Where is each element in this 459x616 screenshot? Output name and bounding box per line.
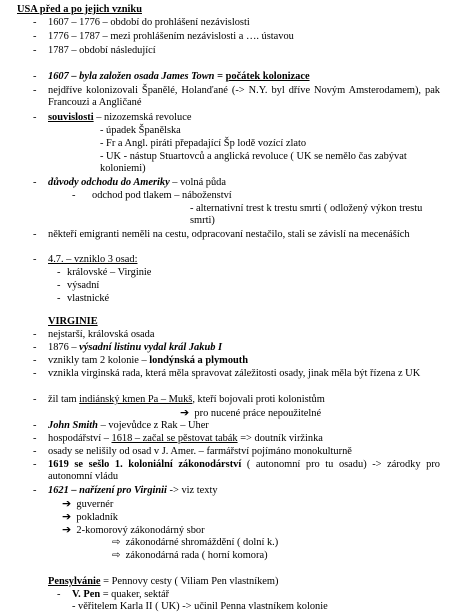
heading-virginie: VIRGINIE [48, 316, 98, 327]
assembly-text: 1619 se sešlo 1. koloniální zákonodárství [48, 459, 242, 470]
list-item [48, 177, 226, 189]
list-dash: - [33, 459, 37, 470]
list-item: nejstarší, královská osada [48, 329, 155, 340]
list-item [48, 420, 209, 432]
ordinance-text: 1621 – nařízení pro Virginii [48, 485, 167, 496]
john-smith: John Smith [48, 420, 98, 431]
list-item [112, 537, 278, 549]
list-dash: - [33, 329, 37, 340]
list-item [112, 550, 268, 562]
heading-usa: USA před a po jejich vzniku [17, 4, 142, 15]
sub-item: odchod pod tlakem – náboženství [92, 190, 232, 201]
sub-item: - Fr a Angl. piráti přepadající Šp lodě vozící zlato [100, 138, 307, 149]
list-item: vlastnické [67, 293, 110, 304]
cigar-text: => doutník viržinka [237, 433, 323, 444]
list-item: 1776 – 1787 – mezi prohlášením nezávislosti a …. ústavou [48, 31, 294, 42]
list-dash: - [57, 589, 61, 600]
tobacco-text: 1618 – začal se pěstovat tabák [111, 433, 238, 444]
list-dash: - [57, 293, 61, 304]
economy-text: hospodářství – [48, 433, 112, 444]
sub-item: - věřitelem Karla II ( UK) -> učinil Penna vlastníkem kolonie [72, 601, 328, 612]
sub-item: - UK - nástup Stuartovců a anglická revoluce ( UK se nemělo čas zabývat koloniemi) [100, 151, 407, 174]
colonization-start: počátek kolonizace [225, 71, 310, 82]
list-dash: - [72, 190, 76, 201]
context-text: – nizozemská revoluce [93, 112, 192, 123]
list-dash: - [33, 85, 37, 96]
list-item [48, 112, 191, 124]
sub-item: - úpadek Španělska [100, 125, 181, 136]
governor-text: guvernér [76, 499, 114, 510]
upper-house-text: zákonodárná rada ( horní komora) [125, 550, 268, 561]
context-label: souvislosti [48, 112, 94, 123]
treasurer-text: pokladník [76, 512, 118, 523]
list-dash: - [33, 368, 37, 379]
reasons-label: důvody odchodu do Ameriky [48, 177, 170, 188]
list-dash: - [33, 355, 37, 366]
reasons-text: – volná půda [169, 177, 226, 188]
list-dash: - [33, 17, 37, 28]
fought-text: , kteří bojovali proti kolonistům [192, 394, 325, 405]
list-dash: - [33, 45, 37, 56]
list-item [48, 342, 222, 354]
list-dash: - [33, 420, 37, 431]
lower-house-text: zákonodárné shromáždění ( dolní k.) [125, 537, 279, 548]
bicameral-text: 2-komorový zákonodárný sbor [76, 525, 205, 536]
list-item [48, 459, 440, 483]
list-dash: - [57, 280, 61, 291]
arrow-icon: ➔ [180, 406, 190, 419]
list-item [72, 589, 169, 601]
arrow-icon: ➔ [62, 510, 72, 523]
unusable-text: pro nucené práce nepoužitelné [194, 408, 322, 419]
arrow-icon: ➔ [62, 523, 72, 536]
list-item: výsadní [67, 280, 100, 291]
list-dash: - [33, 394, 37, 405]
double-arrow-icon: ⇨ [112, 550, 121, 561]
year-text: 1876 – [48, 342, 80, 353]
list-item: osady se nelišily od osad v J. Amer. – farmářství pojímáno monokulturně [48, 446, 352, 457]
charter-text: výsadní listinu vydal král Jakub I [79, 342, 223, 353]
list-item: někteří emigranti neměli na cestu, odpracovaní nestačilo, stali se závislí na mecenáších [48, 229, 410, 240]
pensylvanie-heading [48, 576, 278, 588]
lived-text: žil tam [48, 394, 80, 405]
colonies-text: vznikly tam 2 kolonie – [48, 355, 150, 366]
assembly-desc: ( autonomní pro tu osadu) -> zárodky pro autonomní vládu [48, 459, 440, 482]
settlements-heading: 4.7. – vzniklo 3 osad: [48, 254, 138, 265]
tribe-name: indiánský kmen Pa – Mukš [79, 394, 193, 405]
pensylvanie-desc: = Pennovy cesty ( Viliam Pen vlastníkem) [100, 576, 279, 587]
colonies-names: londýnská a plymouth [149, 355, 249, 366]
heading-pensylvanie: Pensylvánie [48, 576, 101, 587]
list-item: 1787 – období následující [48, 45, 156, 56]
list-dash: - [33, 342, 37, 353]
list-item [48, 433, 323, 445]
list-item: královské – Virginie [67, 267, 152, 278]
list-dash: - [33, 177, 37, 188]
list-item [48, 394, 325, 406]
sub-item: - alternativní trest k trestu smrti ( odložený výkon trestu smrti) [190, 203, 423, 226]
list-item: vznikla virginská rada, která měla spravovat záležitosti osady, jinak měla být řízena z UK [48, 368, 421, 379]
list-dash: - [33, 229, 37, 240]
v-pen: V. Pen [72, 589, 101, 600]
list-item [62, 524, 205, 537]
list-dash: - [33, 485, 37, 496]
arrow-icon: ➔ [62, 497, 72, 510]
v-pen-desc: = quaker, sektář [100, 589, 170, 600]
list-dash: - [33, 112, 37, 123]
list-dash: - [33, 446, 37, 457]
list-item [180, 407, 321, 420]
list-dash: - [33, 71, 37, 82]
founding-text: 1607 – byla založen osada James Town = [48, 71, 226, 82]
list-item: nejdříve kolonizovali Španělé, Holanďané (-> N.Y. byl dříve Novým Amsterodamem), pak Francouzi a Angličané [48, 85, 440, 108]
list-item [48, 71, 310, 83]
list-dash: - [57, 267, 61, 278]
list-item: 1607 – 1776 – období do prohlášení nezávislosti [48, 17, 250, 28]
list-dash: - [33, 433, 37, 444]
list-item [48, 355, 248, 367]
double-arrow-icon: ⇨ [112, 537, 121, 548]
list-dash: - [33, 254, 37, 265]
list-item [48, 485, 218, 497]
list-dash: - [33, 31, 37, 42]
ordinance-ref: -> viz texty [166, 485, 218, 496]
john-smith-desc: – vojevůdce z Rak – Uher [97, 420, 209, 431]
